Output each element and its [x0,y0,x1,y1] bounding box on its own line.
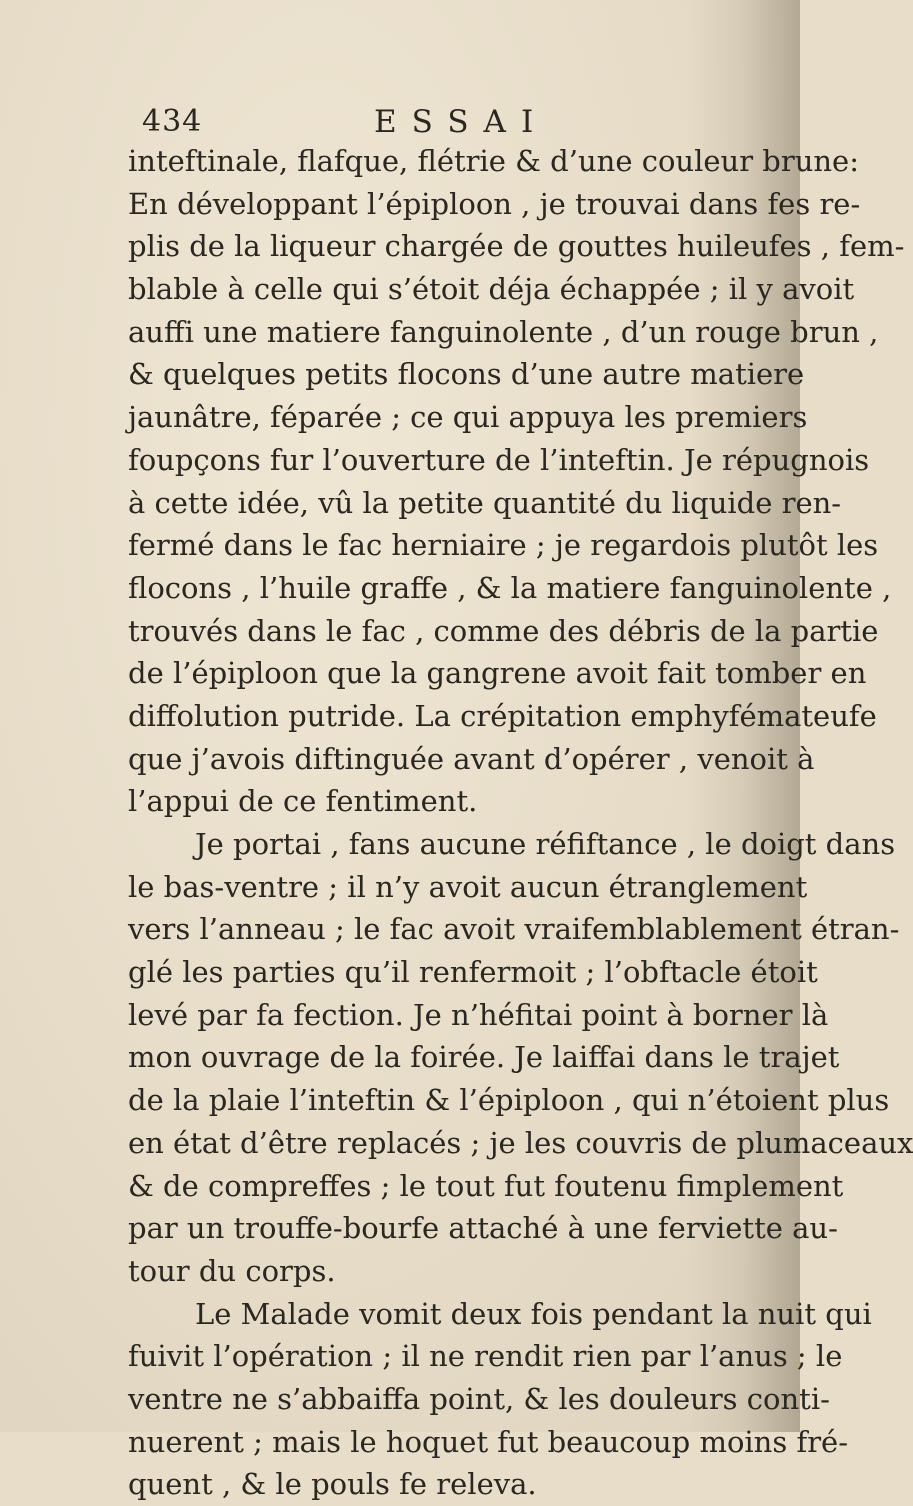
text-line: levé par fa fection. Je n’héfitai point à borner là [128,997,829,1032]
text-line: en état d’être replacés ; je les couvris de plumaceaux [128,1125,913,1160]
text-line: par un trouffe-bourfe attaché à une ferviette au- [128,1211,838,1246]
text-line: de la plaie l’inteftin & l’épiploon , qui n’étoient plus [128,1083,890,1118]
text-line: le bas-ventre ; il n’y avoit aucun étranglement [128,869,808,904]
text-line: blable à celle qui s’étoit déja échappée ; il y avoit [128,272,855,307]
text-line: & quelques petits flocons d’une autre matiere [128,357,805,392]
text-line: vers l’anneau ; le fac avoit vraifemblablement étran- [128,912,900,947]
page-number: 434 [142,104,203,139]
text-line: diffolution putride. La crépitation emphyfémateufe [128,698,877,733]
text-line: En développant l’épiploon , je trouvai dans fes re- [128,186,861,221]
text-line: foupçons fur l’ouverture de l’inteftin. Je répugnois [128,442,870,477]
text-line: inteftinale, flafque, flétrie & d’une couleur brune: [128,144,859,178]
text-line: & de compreffes ; le tout fut foutenu fimplement [128,1168,844,1203]
text-line: mon ouvrage de la foirée. Je laiffai dans le trajet [128,1040,840,1075]
running-head [142,104,762,144]
text-line: auffi une matiere fanguinolente , d’un rouge brun , [128,314,879,349]
paragraph-end-line: l’appui de ce fentiment. [128,784,478,819]
text-line: jaunâtre, féparée ; ce qui appuya les premiers [128,400,808,435]
text-line: fermé dans le fac herniaire ; je regardois plutôt les [128,528,879,563]
running-title: ESSAI [374,104,549,140]
text-line: de l’épiploon que la gangrene avoit fait tomber en [128,656,867,691]
body-text [128,140,913,1506]
text-line: fuivit l’opération ; il ne rendit rien par l’anus ; le [128,1339,843,1374]
paragraph-end-line: tour du corps. [128,1253,336,1288]
text-line: nuerent ; mais le hoquet fut beaucoup moins fré- [128,1424,849,1459]
text-line: plis de la liqueur chargée de gouttes huileufes , fem- [128,229,905,264]
paragraph-end-line: quent , & le pouls fe releva. [128,1467,537,1502]
text-line: ventre ne s’abbaiffa point, & les douleurs conti- [128,1381,830,1416]
text-line: que j’avois diftinguée avant d’opérer , venoit à [128,741,815,776]
paragraph-start-line: Je portai , fans aucune réfiftance , le doigt dans [195,827,896,861]
text-line: à cette idée, vû la petite quantité du liquide ren- [128,485,842,520]
text-line: flocons , l’huile graffe , & la matiere fanguinolente , [128,570,892,605]
text-line: trouvés dans le fac , comme des débris de la partie [128,613,879,648]
text-line: glé les parties qu’il renfermoit ; l’obftacle étoit [128,955,818,990]
paragraph-start-line: Le Malade vomit deux fois pendant la nuit qui [195,1296,872,1331]
